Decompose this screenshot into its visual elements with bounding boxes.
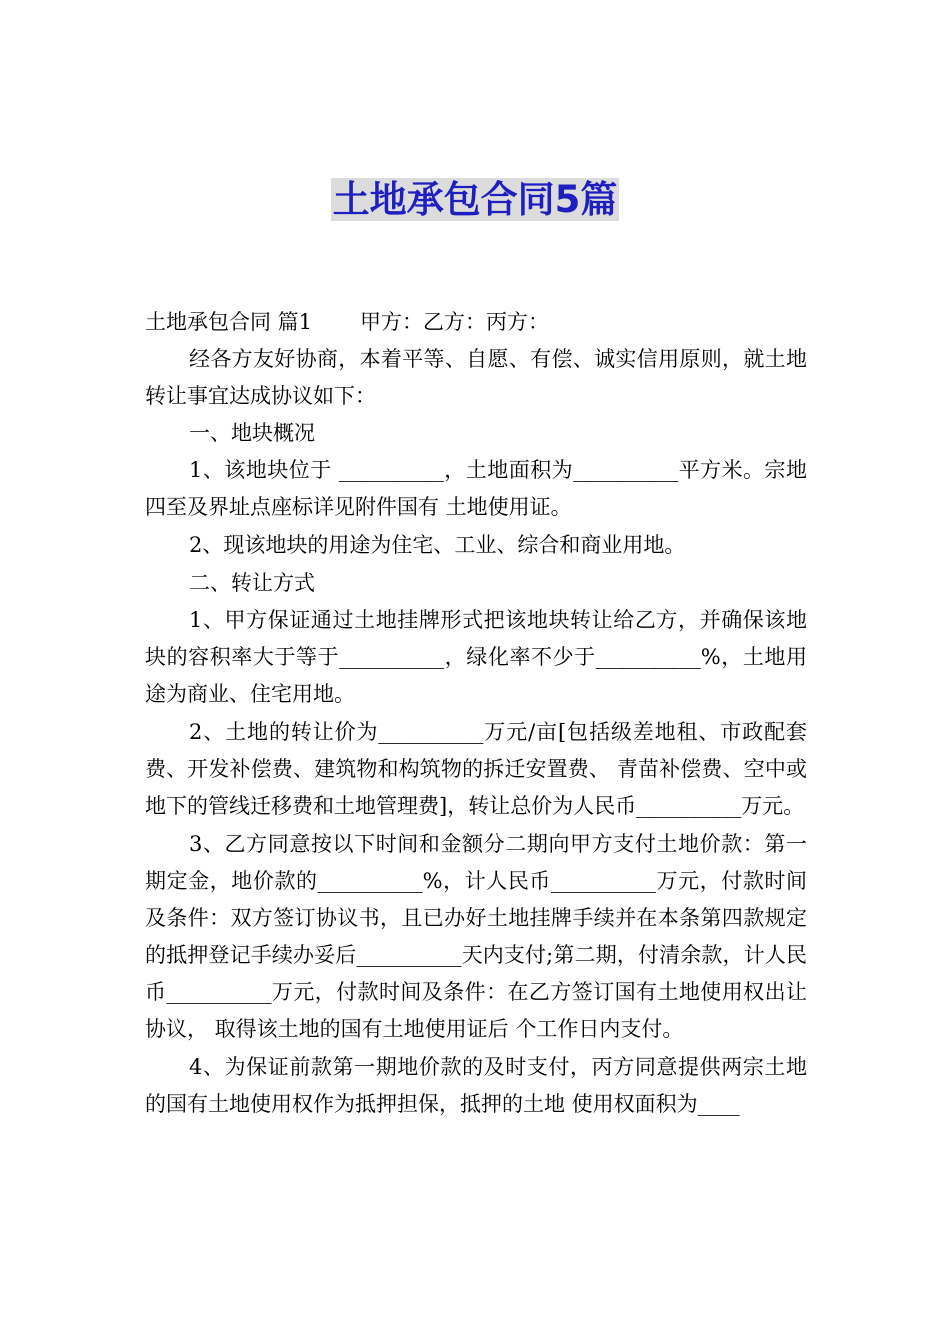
paragraph: 4、为保证前款第一期地价款的及时支付，丙方同意提供两宗土地的国有土地使用权作为抵押担保，抵押的土地 使用权面积为____ xyxy=(145,1055,807,1116)
paragraph: 3、乙方同意按以下时间和金额分二期向甲方支付土地价款：第一期定金，地价款的__________%，计人民币__________万元，付款时间及条件：双方签订协议书，且已办好土地挂牌手续并在本条第四款规定的抵押登记手续办妥后__________天内支付;第二期，付清余款，计人民币__________万元，付款时间及条件：在乙方签订国有土地使用权出让协议， 取得该土地的国有土地使用证后 个工作日内支付。 xyxy=(145,832,807,1041)
paragraph: 1、甲方保证通过土地挂牌形式把该地块转让给乙方，并确保该地块的容积率大于等于__________，绿化率不少于__________%，土地用途为商业、住宅用地。 xyxy=(145,608,807,706)
contract-heading: 土地承包合同 篇1 xyxy=(145,310,313,334)
section-heading: 一、地块概况 xyxy=(189,421,315,445)
contract-parties: 甲方：乙方：丙方： xyxy=(360,310,550,334)
paragraph: 1、该地块位于 __________，土地面积为__________平方米。宗地四至及界址点座标详见附件国有 土地使用证。 xyxy=(145,458,807,519)
document-title-text: 土地承包合同5篇 xyxy=(332,178,618,221)
contract-heading-line xyxy=(145,304,807,341)
paragraph: 2、现该地块的用途为住宅、工业、综合和商业用地。 xyxy=(189,533,686,557)
paragraph: 2、土地的转让价为__________万元/亩[包括级差地租、市政配套费、开发补偿费、建筑物和构筑物的拆迁安置费、 青苗补偿费、空中或地下的管线迁移费和土地管理费]，转让总价为人民币__________万元。 xyxy=(145,720,807,818)
section-heading: 二、转让方式 xyxy=(189,571,315,595)
paragraph: 经各方友好协商，本着平等、自愿、有偿、诚实信用原则，就土地转让事宜达成协议如下： xyxy=(145,347,807,408)
document-title xyxy=(0,172,950,228)
document-body xyxy=(145,304,807,1123)
